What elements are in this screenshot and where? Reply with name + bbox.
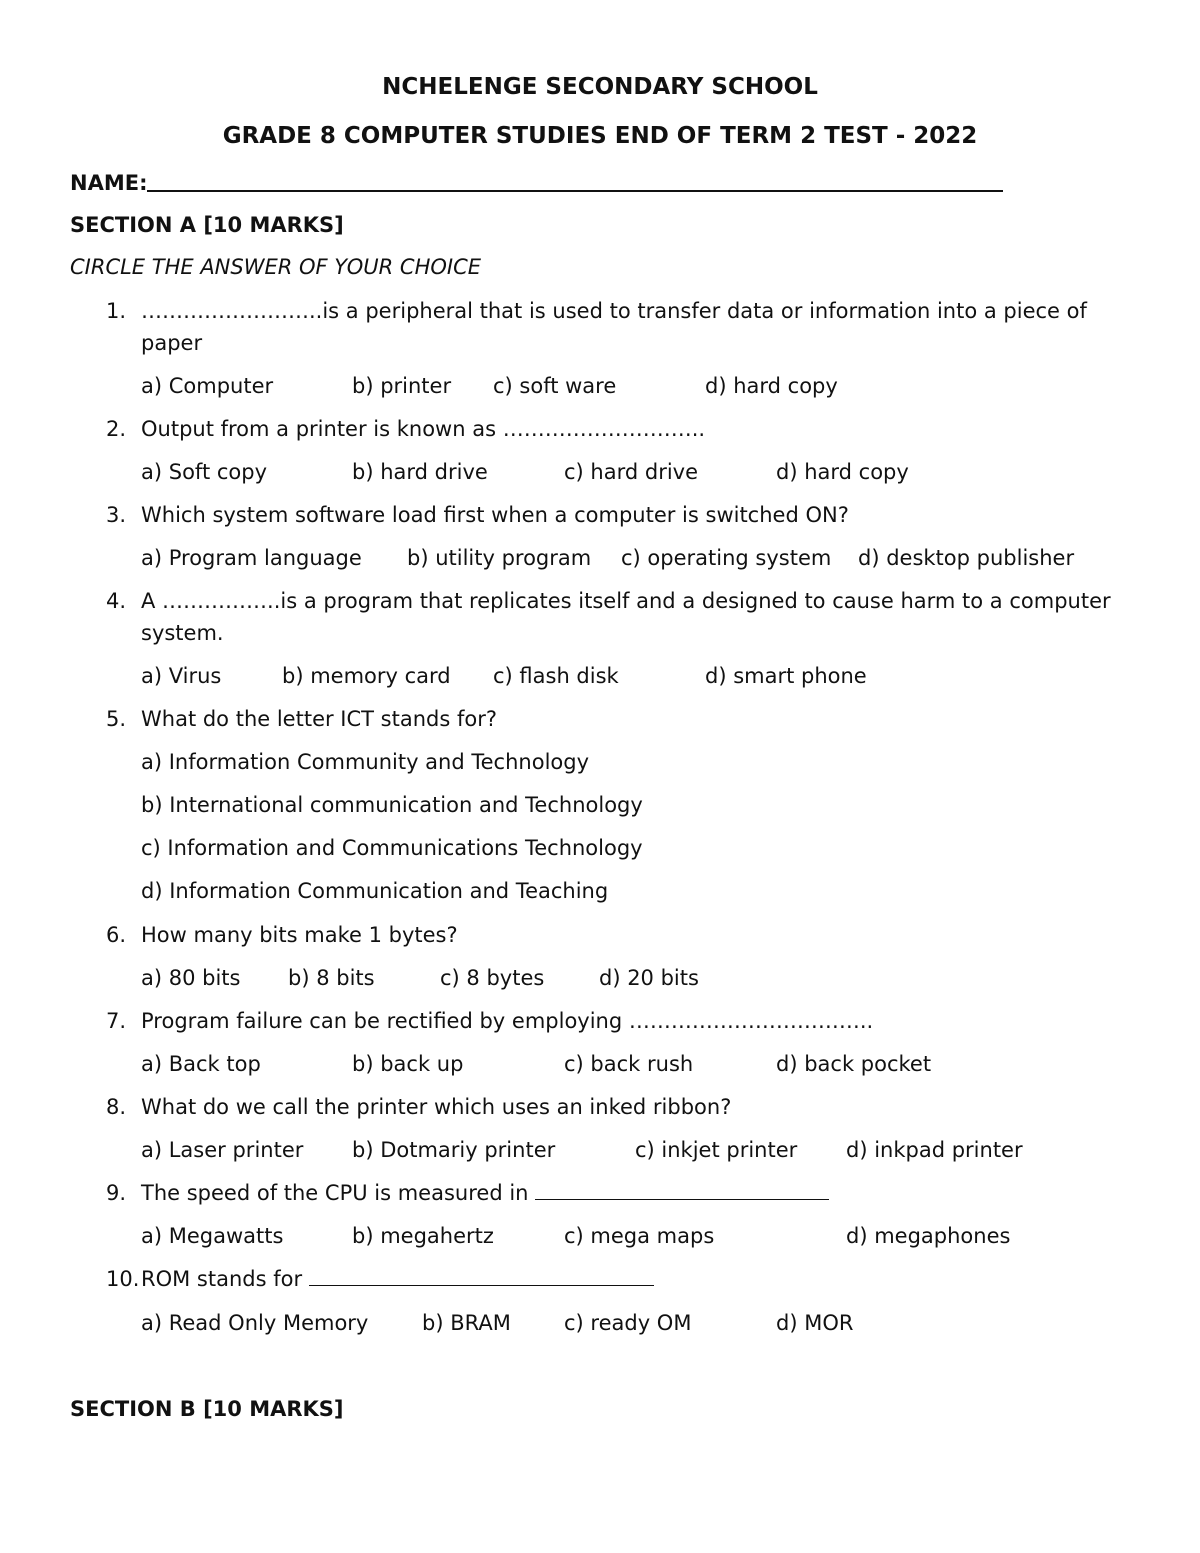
option-a[interactable]: a) Information Community and Technology [141,750,590,774]
option-a[interactable]: a) Soft copy [141,460,267,484]
option-a[interactable]: a) Virus [141,664,222,688]
option-c[interactable]: c) 8 bytes [440,966,545,990]
option-c[interactable]: c) soft ware [493,374,617,398]
option-d[interactable]: d) 20 bits [599,966,699,990]
section-a-title: SECTION A [10 MARKS] [70,213,344,237]
question-text: A ……………..is a program that replicates itself and a designed to cause harm to a computer [141,589,1111,613]
option-c[interactable]: c) flash disk [493,664,619,688]
option-c[interactable]: c) ready OM [564,1311,692,1335]
question-text-row [141,1266,654,1292]
name-label: NAME: [70,171,148,195]
option-c[interactable]: c) mega maps [564,1224,715,1248]
option-d[interactable]: d) hard copy [705,374,838,398]
question-text-row [141,1180,829,1206]
option-d[interactable]: d) desktop publisher [858,546,1075,570]
question-number: 8. [106,1095,127,1119]
option-d[interactable]: d) MOR [776,1311,854,1335]
question-text: What do the letter ICT stands for? [141,707,497,731]
option-b[interactable]: b) BRAM [422,1311,511,1335]
question-text: The speed of the CPU is measured in [141,1181,529,1205]
test-title: GRADE 8 COMPUTER STUDIES END OF TERM 2 TEST - 2022 [222,123,978,149]
answer-blank[interactable] [535,1181,829,1200]
option-c[interactable]: c) Information and Communications Technology [141,836,643,860]
option-a[interactable]: a) Back top [141,1052,261,1076]
question-text: What do we call the printer which uses an inked ribbon? [141,1095,732,1119]
option-c[interactable]: c) back rush [564,1052,694,1076]
option-c[interactable]: c) inkjet printer [635,1138,798,1162]
question-text: ……………………..is a peripheral that is used to transfer data or information into a piece of [141,299,1087,323]
option-a[interactable]: a) Megawatts [141,1224,284,1248]
option-b[interactable]: b) Dotmariy printer [352,1138,556,1162]
answer-blank[interactable] [309,1267,654,1286]
option-d[interactable]: d) back pocket [776,1052,932,1076]
option-a[interactable]: a) Laser printer [141,1138,304,1162]
section-b-title: SECTION B [10 MARKS] [70,1397,344,1421]
option-c[interactable]: c) hard drive [564,460,699,484]
question-text: Program failure can be rectified by employing …………………………….. [141,1009,874,1033]
question-number: 10. [106,1267,140,1291]
option-d[interactable]: d) megaphones [846,1224,1011,1248]
option-b[interactable]: b) megahertz [352,1224,494,1248]
option-a[interactable]: a) Read Only Memory [141,1311,369,1335]
question-number: 1. [106,299,127,323]
question-text: ROM stands for [141,1267,303,1291]
question-number: 3. [106,503,127,527]
option-b[interactable]: b) back up [352,1052,464,1076]
option-d[interactable]: d) inkpad printer [846,1138,1023,1162]
question-text-cont: system. [141,621,224,645]
option-c[interactable]: c) operating system [621,546,832,570]
option-b[interactable]: b) hard drive [352,460,488,484]
option-b[interactable]: b) utility program [407,546,592,570]
section-a-instruction: CIRCLE THE ANSWER OF YOUR CHOICE [70,255,482,279]
question-text: How many bits make 1 bytes? [141,923,458,947]
option-d[interactable]: d) hard copy [776,460,909,484]
question-number: 7. [106,1009,127,1033]
option-b[interactable]: b) printer [352,374,452,398]
question-text-cont: paper [141,331,203,355]
question-number: 9. [106,1181,127,1205]
question-text: Output from a printer is known as ……………………….. [141,417,706,441]
question-number: 2. [106,417,127,441]
option-a[interactable]: a) 80 bits [141,966,241,990]
question-number: 4. [106,589,127,613]
option-b[interactable]: b) International communication and Technology [141,793,643,817]
question-number: 6. [106,923,127,947]
question-number: 5. [106,707,127,731]
option-b[interactable]: b) 8 bits [288,966,375,990]
option-d[interactable]: d) smart phone [705,664,867,688]
school-name: NCHELENGE SECONDARY SCHOOL [382,74,818,100]
option-a[interactable]: a) Program language [141,546,362,570]
option-a[interactable]: a) Computer [141,374,274,398]
name-field[interactable] [147,190,1003,192]
question-text: Which system software load first when a computer is switched ON? [141,503,849,527]
option-b[interactable]: b) memory card [282,664,451,688]
option-d[interactable]: d) Information Communication and Teaching [141,879,609,903]
